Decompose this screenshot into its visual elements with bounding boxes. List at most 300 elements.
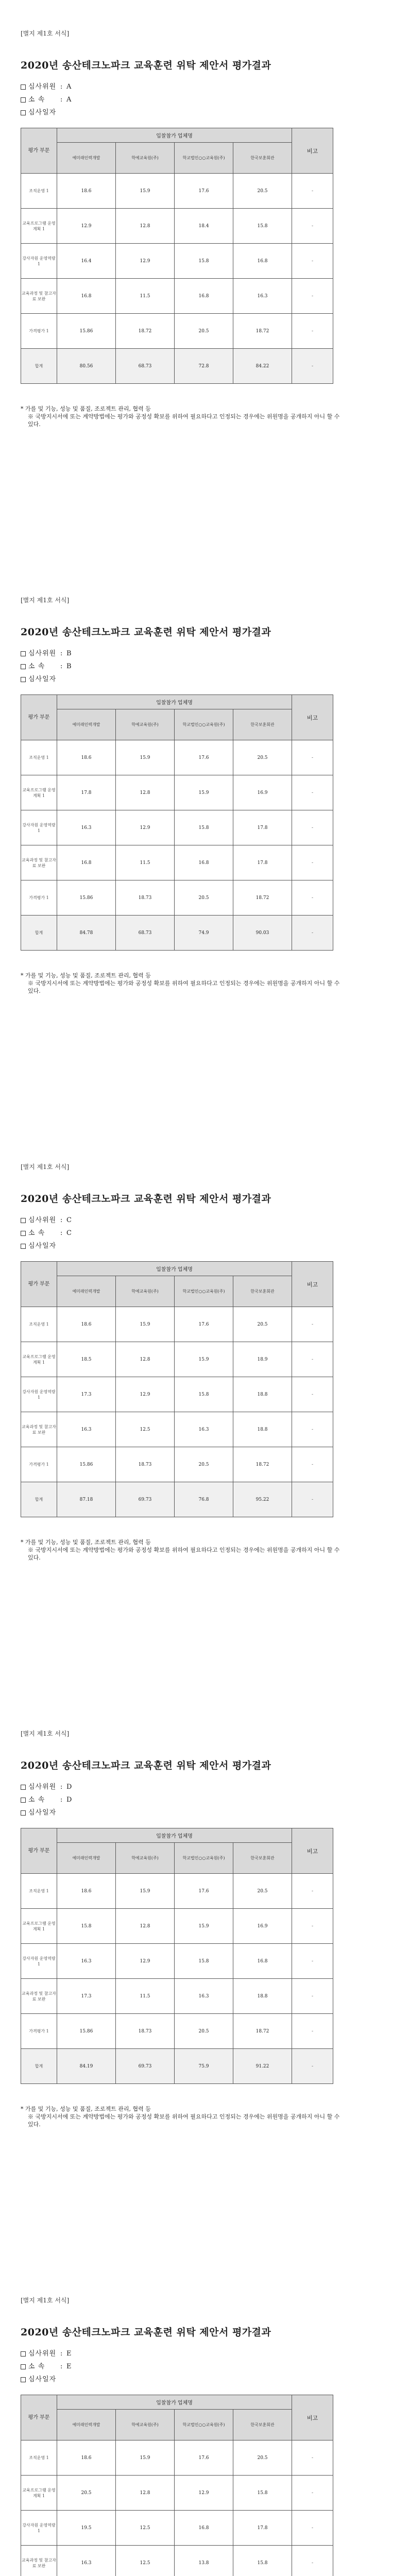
header-bidder-2: 학예교육원(주) <box>116 709 175 740</box>
checkbox-icon <box>21 1810 26 1816</box>
info-value-company: C <box>66 1229 72 1237</box>
score-cell: 76.8 <box>175 1482 233 1517</box>
header-bidder-3: 학교법인○○교육원(주) <box>175 1843 233 1874</box>
info-label-agency: 심사위원 <box>28 1783 57 1791</box>
header-bidder-group: 입찰참가 업체명 <box>57 1262 292 1276</box>
score-cell: 15.8 <box>175 244 233 279</box>
note-cell: - <box>292 2014 333 2049</box>
note-cell: - <box>292 1979 333 2014</box>
header-bidder-2: 학예교육원(주) <box>116 143 175 174</box>
footnote <box>21 2105 340 2128</box>
info-colon: : <box>60 2350 63 2358</box>
info-value-agency: B <box>66 650 72 657</box>
score-cell: 17.8 <box>233 845 292 880</box>
score-cell: 12.9 <box>175 2476 233 2511</box>
checkbox-icon <box>21 677 26 682</box>
table-total-row <box>21 916 333 951</box>
score-cell: 12.8 <box>116 209 175 244</box>
note-cell: - <box>292 174 333 209</box>
score-cell: 17.6 <box>175 740 233 775</box>
row-label: 교육과정 및 참고자료 보완 <box>21 845 57 880</box>
note-cell: - <box>292 740 333 775</box>
note-cell: - <box>292 1377 333 1412</box>
score-cell: 18.6 <box>57 1307 116 1342</box>
evaluation-form-section <box>0 1142 409 1708</box>
score-cell: 17.3 <box>57 1377 116 1412</box>
document-title: 2020년 송산테크노파크 교육훈련 위탁 제안서 평가결과 <box>21 60 271 71</box>
note-cell: - <box>292 2476 333 2511</box>
score-cell: 84.22 <box>233 349 292 384</box>
info-row-agency <box>21 2347 72 2360</box>
info-colon: : <box>60 1229 63 1237</box>
score-cell: 15.8 <box>233 2546 292 2576</box>
table-row <box>21 1377 333 1412</box>
score-cell: 11.5 <box>116 279 175 314</box>
table-row <box>21 2441 333 2476</box>
table-body <box>21 1874 333 2084</box>
info-colon: : <box>60 1796 63 1804</box>
score-cell: 95.22 <box>233 1482 292 1517</box>
row-label: 강사자원 운영역량 1 <box>21 1377 57 1412</box>
score-cell: 12.5 <box>116 1412 175 1447</box>
info-value-agency: A <box>66 83 72 91</box>
score-cell: 19.5 <box>57 2511 116 2546</box>
table-row <box>21 244 333 279</box>
info-label-agency: 심사위원 <box>28 650 57 657</box>
info-row-date <box>21 1806 72 1819</box>
info-value-company: A <box>66 96 72 104</box>
header-bidder-3: 학교법인○○교육원(주) <box>175 709 233 740</box>
score-cell: 15.86 <box>57 314 116 349</box>
note-cell: - <box>292 349 333 384</box>
header-bidder-group: 입찰참가 업체명 <box>57 2395 292 2410</box>
evaluation-form-section <box>0 1708 409 2275</box>
note-cell: - <box>292 2049 333 2084</box>
info-row-company <box>21 1227 72 1240</box>
score-cell: 12.8 <box>116 2476 175 2511</box>
score-cell: 16.3 <box>57 1412 116 1447</box>
form-label: [별지 제1호 서식] <box>21 30 70 37</box>
info-list <box>21 80 71 119</box>
header-bidder-3: 학교법인○○교육원(주) <box>175 2410 233 2441</box>
row-label: 가격평가 1 <box>21 1447 57 1482</box>
table-row <box>21 1307 333 1342</box>
row-label: 조직운영 1 <box>21 174 57 209</box>
checkbox-icon <box>21 2364 26 2369</box>
score-cell: 16.8 <box>175 279 233 314</box>
score-cell: 20.5 <box>175 880 233 916</box>
header-note: 비고 <box>292 1262 333 1307</box>
score-cell: 12.5 <box>116 2546 175 2576</box>
document-title: 2020년 송산테크노파크 교육훈련 위탁 제안서 평가결과 <box>21 626 271 638</box>
table-row <box>21 2014 333 2049</box>
score-cell: 87.18 <box>57 1482 116 1517</box>
score-cell: 18.72 <box>233 1447 292 1482</box>
score-cell: 18.6 <box>57 174 116 209</box>
table-row <box>21 314 333 349</box>
form-label: [별지 제1호 서식] <box>21 597 70 604</box>
info-list <box>21 1214 72 1252</box>
header-bidder-2: 학예교육원(주) <box>116 2410 175 2441</box>
score-cell: 16.8 <box>233 1944 292 1979</box>
score-cell: 16.3 <box>57 810 116 845</box>
footnote-line-2: ※ 국방지시서에 또는 계약방법에는 평가와 공정성 확보를 위하여 필요하다고 인정되는 경우에는 위원명을 공개하지 아니 할 수 있다. <box>28 2113 340 2128</box>
document-title: 2020년 송산테크노파크 교육훈련 위탁 제안서 평가결과 <box>21 2327 271 2338</box>
score-cell: 18.73 <box>116 880 175 916</box>
evaluation-table <box>21 128 333 384</box>
info-label-date: 심사일자 <box>28 2376 57 2383</box>
info-row-date <box>21 106 71 119</box>
evaluation-table <box>21 1828 333 2084</box>
info-colon: : <box>60 663 63 670</box>
table-row <box>21 1342 333 1377</box>
score-cell: 74.9 <box>175 916 233 951</box>
score-cell: 16.8 <box>175 2511 233 2546</box>
info-label-company: 소 속 <box>28 1229 45 1237</box>
checkbox-icon <box>21 651 26 656</box>
note-cell: - <box>292 2546 333 2576</box>
table-body <box>21 1307 333 1517</box>
score-cell: 12.8 <box>116 1909 175 1944</box>
score-cell: 12.8 <box>116 1342 175 1377</box>
info-label-date: 심사일자 <box>28 1809 57 1817</box>
evaluation-table <box>21 694 333 951</box>
note-cell: - <box>292 1342 333 1377</box>
score-cell: 90.03 <box>233 916 292 951</box>
row-label: 합계 <box>21 2049 57 2084</box>
checkbox-icon <box>21 1785 26 1790</box>
score-cell: 15.8 <box>233 209 292 244</box>
table-row <box>21 2476 333 2511</box>
evaluation-table <box>21 1261 333 1517</box>
footnote-line-2: ※ 국방지시서에 또는 계약방법에는 평가와 공정성 확보를 위하여 필요하다고 인정되는 경우에는 위원명을 공개하지 아니 할 수 있다. <box>28 980 340 994</box>
note-cell: - <box>292 880 333 916</box>
header-bidder-group: 입찰참가 업체명 <box>57 1828 292 1843</box>
score-cell: 18.8 <box>233 1412 292 1447</box>
table-row <box>21 1979 333 2014</box>
row-label: 교육프로그램 운영계획 1 <box>21 1909 57 1944</box>
checkbox-icon <box>21 110 26 115</box>
score-cell: 15.86 <box>57 1447 116 1482</box>
score-cell: 15.9 <box>175 1342 233 1377</box>
score-cell: 16.3 <box>57 1944 116 1979</box>
header-evaluation-item: 평가 부문 <box>21 695 57 740</box>
evaluation-form-section <box>0 2275 409 2576</box>
info-colon: : <box>60 1783 63 1791</box>
score-cell: 15.9 <box>116 1874 175 1909</box>
info-row-company <box>21 2360 72 2373</box>
footnote-line-1: * 가를 및 기능, 성능 및 품질, 조로젝트 관리, 협력 등 <box>21 405 151 412</box>
note-cell: - <box>292 1412 333 1447</box>
note-cell: - <box>292 1447 333 1482</box>
score-cell: 12.8 <box>116 775 175 810</box>
score-cell: 20.5 <box>233 1874 292 1909</box>
score-cell: 18.6 <box>57 1874 116 1909</box>
row-label: 합계 <box>21 349 57 384</box>
score-cell: 16.8 <box>233 244 292 279</box>
score-cell: 17.8 <box>233 2511 292 2546</box>
note-cell: - <box>292 845 333 880</box>
row-label: 교육과정 및 참고자료 보완 <box>21 2546 57 2576</box>
note-cell: - <box>292 244 333 279</box>
score-cell: 18.73 <box>116 2014 175 2049</box>
note-cell: - <box>292 775 333 810</box>
score-cell: 17.8 <box>57 775 116 810</box>
info-label-company: 소 속 <box>28 2363 45 2370</box>
info-value-agency: E <box>66 2350 72 2358</box>
footnote-line-1: * 가를 및 기능, 성능 및 품질, 조로젝트 관리, 협력 등 <box>21 1539 151 1546</box>
info-row-agency <box>21 1781 72 1793</box>
table-body <box>21 740 333 951</box>
table-row <box>21 1909 333 1944</box>
row-label: 합계 <box>21 1482 57 1517</box>
score-cell: 68.73 <box>116 916 175 951</box>
form-label: [별지 제1호 서식] <box>21 2297 70 2304</box>
info-value-agency: C <box>66 1216 72 1224</box>
footnote-line-2: ※ 국방지시서에 또는 계약방법에는 평가와 공정성 확보를 위하여 필요하다고 인정되는 경우에는 위원명을 공개하지 아니 할 수 있다. <box>28 1547 340 1561</box>
evaluation-form-section <box>0 8 409 575</box>
score-cell: 20.5 <box>233 1307 292 1342</box>
score-cell: 72.8 <box>175 349 233 384</box>
row-label: 가격평가 1 <box>21 2014 57 2049</box>
form-label: [별지 제1호 서식] <box>21 1730 70 1737</box>
score-cell: 15.86 <box>57 2014 116 2049</box>
score-cell: 16.4 <box>57 244 116 279</box>
row-label: 조직운영 1 <box>21 740 57 775</box>
score-cell: 75.9 <box>175 2049 233 2084</box>
score-cell: 16.9 <box>233 1909 292 1944</box>
info-row-agency <box>21 647 72 660</box>
table-row <box>21 1447 333 1482</box>
score-cell: 16.9 <box>233 775 292 810</box>
score-cell: 20.5 <box>175 1447 233 1482</box>
score-cell: 12.5 <box>116 2511 175 2546</box>
row-label: 조직운영 1 <box>21 1874 57 1909</box>
score-cell: 16.3 <box>57 2546 116 2576</box>
info-colon: : <box>60 83 63 91</box>
score-cell: 18.72 <box>233 880 292 916</box>
score-cell: 20.5 <box>233 2441 292 2476</box>
score-cell: 20.5 <box>57 2476 116 2511</box>
header-note: 비고 <box>292 1828 333 1874</box>
table-row <box>21 845 333 880</box>
info-list <box>21 1781 72 1819</box>
table-row <box>21 279 333 314</box>
document-title: 2020년 송산테크노파크 교육훈련 위탁 제안서 평가결과 <box>21 1760 271 1771</box>
info-row-company <box>21 93 71 106</box>
table-row <box>21 880 333 916</box>
table-row <box>21 209 333 244</box>
score-cell: 15.9 <box>175 775 233 810</box>
score-cell: 18.8 <box>233 1979 292 2014</box>
header-bidder-1: 예미래인력개발 <box>57 2410 116 2441</box>
checkbox-icon <box>21 84 26 90</box>
row-label: 강사자원 운영역량 1 <box>21 244 57 279</box>
info-value-company: B <box>66 663 72 670</box>
score-cell: 18.4 <box>175 209 233 244</box>
score-cell: 18.72 <box>233 2014 292 2049</box>
info-row-date <box>21 1240 72 1252</box>
header-evaluation-item: 평가 부문 <box>21 1828 57 1874</box>
score-cell: 15.8 <box>57 1909 116 1944</box>
info-list <box>21 647 72 686</box>
checkbox-icon <box>21 1798 26 1803</box>
table-body <box>21 174 333 384</box>
score-cell: 15.8 <box>175 810 233 845</box>
header-note: 비고 <box>292 2395 333 2441</box>
score-cell: 15.9 <box>116 174 175 209</box>
note-cell: - <box>292 1307 333 1342</box>
row-label: 강사자원 운영역량 1 <box>21 810 57 845</box>
table-row <box>21 1874 333 1909</box>
footnote-line-1: * 가를 및 기능, 성능 및 품질, 조로젝트 관리, 협력 등 <box>21 2106 151 2112</box>
header-bidder-4: 한국보훈회관 <box>233 709 292 740</box>
header-bidder-3: 학교법인○○교육원(주) <box>175 143 233 174</box>
score-cell: 91.22 <box>233 2049 292 2084</box>
score-cell: 80.56 <box>57 349 116 384</box>
score-cell: 18.72 <box>116 314 175 349</box>
header-evaluation-item: 평가 부문 <box>21 128 57 174</box>
row-label: 교육프로그램 운영계획 1 <box>21 2476 57 2511</box>
info-value-company: E <box>66 2363 72 2370</box>
table-row <box>21 775 333 810</box>
score-cell: 18.6 <box>57 2441 116 2476</box>
table-row <box>21 174 333 209</box>
score-cell: 12.9 <box>57 209 116 244</box>
note-cell: - <box>292 1944 333 1979</box>
table-body <box>21 2441 333 2576</box>
score-cell: 15.8 <box>233 2476 292 2511</box>
note-cell: - <box>292 209 333 244</box>
score-cell: 15.9 <box>175 1909 233 1944</box>
row-label: 가격평가 1 <box>21 314 57 349</box>
score-cell: 15.86 <box>57 880 116 916</box>
checkbox-icon <box>21 2377 26 2382</box>
header-bidder-1: 예미래인력개발 <box>57 1843 116 1874</box>
table-row <box>21 1944 333 1979</box>
info-label-date: 심사일자 <box>28 109 57 116</box>
score-cell: 15.8 <box>175 1377 233 1412</box>
checkbox-icon <box>21 664 26 669</box>
note-cell: - <box>292 1482 333 1517</box>
score-cell: 17.6 <box>175 1307 233 1342</box>
header-bidder-4: 한국보훈회관 <box>233 143 292 174</box>
score-cell: 12.9 <box>116 1377 175 1412</box>
score-cell: 18.5 <box>57 1342 116 1377</box>
header-bidder-group: 입찰참가 업체명 <box>57 695 292 709</box>
note-cell: - <box>292 2511 333 2546</box>
score-cell: 20.5 <box>233 740 292 775</box>
info-label-date: 심사일자 <box>28 675 57 683</box>
score-cell: 20.5 <box>175 2014 233 2049</box>
score-cell: 15.9 <box>116 740 175 775</box>
info-label-company: 소 속 <box>28 663 45 670</box>
evaluation-form-section <box>0 575 409 1142</box>
score-cell: 16.3 <box>233 279 292 314</box>
info-row-agency <box>21 1214 72 1227</box>
header-bidder-4: 한국보훈회관 <box>233 1276 292 1307</box>
row-label: 조직운영 1 <box>21 1307 57 1342</box>
info-label-agency: 심사위원 <box>28 2350 57 2358</box>
row-label: 강사자원 운영역량 1 <box>21 1944 57 1979</box>
row-label: 강사자원 운영역량 1 <box>21 2511 57 2546</box>
table-total-row <box>21 349 333 384</box>
score-cell: 16.3 <box>175 1979 233 2014</box>
score-cell: 17.8 <box>233 810 292 845</box>
note-cell: - <box>292 810 333 845</box>
evaluation-table <box>21 2395 333 2576</box>
score-cell: 68.73 <box>116 349 175 384</box>
score-cell: 16.3 <box>175 1412 233 1447</box>
score-cell: 69.73 <box>116 1482 175 1517</box>
table-row <box>21 810 333 845</box>
score-cell: 13.8 <box>175 2546 233 2576</box>
info-colon: : <box>60 96 63 104</box>
footnote-line-1: * 가를 및 기능, 성능 및 품질, 조로젝트 관리, 협력 등 <box>21 972 151 979</box>
row-label: 교육프로그램 운영계획 1 <box>21 209 57 244</box>
info-label-agency: 심사위원 <box>28 1216 57 1224</box>
score-cell: 16.8 <box>57 279 116 314</box>
info-colon: : <box>60 1216 63 1224</box>
table-row <box>21 1412 333 1447</box>
table-row <box>21 2511 333 2546</box>
table-row <box>21 740 333 775</box>
score-cell: 69.73 <box>116 2049 175 2084</box>
header-evaluation-item: 평가 부문 <box>21 2395 57 2441</box>
row-label: 합계 <box>21 916 57 951</box>
score-cell: 20.5 <box>233 174 292 209</box>
score-cell: 17.6 <box>175 174 233 209</box>
info-label-company: 소 속 <box>28 96 45 104</box>
row-label: 교육프로그램 운영계획 1 <box>21 1342 57 1377</box>
score-cell: 17.3 <box>57 1979 116 2014</box>
score-cell: 16.8 <box>57 845 116 880</box>
header-evaluation-item: 평가 부문 <box>21 1262 57 1307</box>
score-cell: 18.6 <box>57 740 116 775</box>
footnote <box>21 1538 340 1562</box>
info-value-agency: D <box>66 1783 72 1791</box>
info-colon: : <box>60 2363 63 2370</box>
checkbox-icon <box>21 1231 26 1236</box>
score-cell: 12.9 <box>116 810 175 845</box>
checkbox-icon <box>21 2351 26 2357</box>
score-cell: 11.5 <box>116 1979 175 2014</box>
footnote-line-2: ※ 국방지시서에 또는 계약방법에는 평가와 공정성 확보를 위하여 필요하다고 인정되는 경우에는 위원명을 공개하지 아니 할 수 있다. <box>28 413 340 428</box>
score-cell: 84.78 <box>57 916 116 951</box>
header-bidder-4: 한국보훈회관 <box>233 2410 292 2441</box>
header-bidder-2: 학예교육원(주) <box>116 1843 175 1874</box>
row-label: 교육과정 및 참고자료 보완 <box>21 1979 57 2014</box>
info-row-company <box>21 1793 72 1806</box>
note-cell: - <box>292 1874 333 1909</box>
header-bidder-4: 한국보훈회관 <box>233 1843 292 1874</box>
header-bidder-group: 입찰참가 업체명 <box>57 128 292 143</box>
score-cell: 18.72 <box>233 314 292 349</box>
note-cell: - <box>292 279 333 314</box>
row-label: 조직운영 1 <box>21 2441 57 2476</box>
row-label: 가격평가 1 <box>21 880 57 916</box>
score-cell: 17.6 <box>175 1874 233 1909</box>
score-cell: 18.8 <box>233 1377 292 1412</box>
info-row-company <box>21 660 72 673</box>
info-label-date: 심사일자 <box>28 1242 57 1250</box>
score-cell: 16.8 <box>175 845 233 880</box>
footnote <box>21 405 340 428</box>
header-bidder-2: 학예교육원(주) <box>116 1276 175 1307</box>
checkbox-icon <box>21 97 26 103</box>
row-label: 교육과정 및 참고자료 보완 <box>21 279 57 314</box>
score-cell: 18.73 <box>116 1447 175 1482</box>
